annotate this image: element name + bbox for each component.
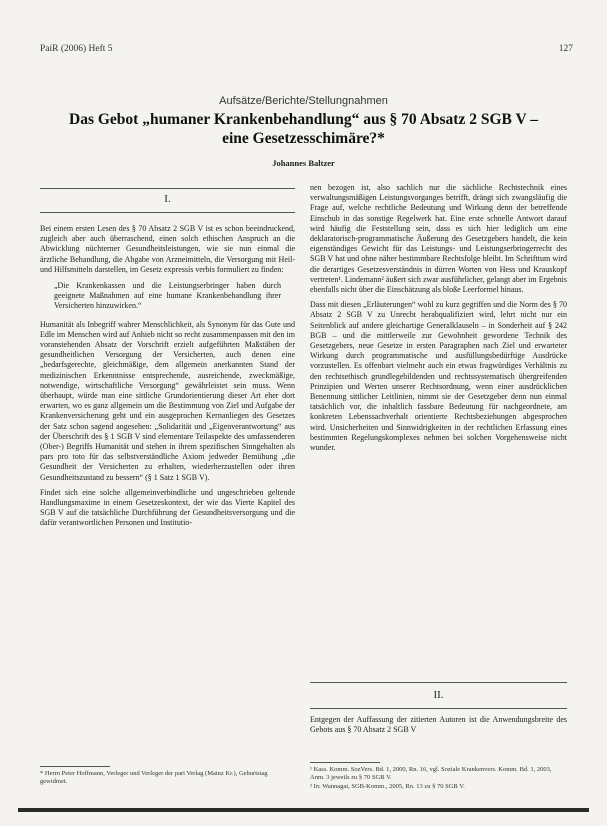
paragraph: Entgegen der Auffassung der zitierten Autoren ist die Anwendungsbreite des Gebots aus § 70 Absatz 2 SGB V — [310, 715, 567, 735]
footnote-rule — [40, 766, 110, 767]
page-number: 127 — [558, 44, 573, 54]
section-label: Aufsätze/Berichte/Stellungnahmen — [219, 95, 388, 107]
left-column — [40, 224, 295, 534]
section-rule — [40, 188, 295, 189]
footnote-left — [40, 770, 295, 787]
footnote-text: * Herrn Peter Hoffmann, Verleger und Verleger der pari Verlag (Mainz Kr.), Geburtstag gewidmet. — [40, 770, 268, 785]
journal-header: PaiR (2006) Heft 5 — [40, 44, 113, 54]
footnote-text: ¹ Kass. Komm. SozVers. Bd. 1, 2000, Rn. 16, vgl. Soziale Krankenvers. Komm. Bd. 1, 2003, Anm. 3 jeweils zu § 70 SGB V. — [310, 766, 552, 781]
footnote-rule — [310, 762, 380, 763]
article-title — [20, 110, 587, 148]
section-rule — [40, 212, 295, 213]
paragraph: Bei einem ersten Lesen des § 70 Absatz 2 SGB V ist es schon beeindruckend, zugleich aber auch überraschend, einen solch ethischen Anspruch an die Abwicklung nüchterner Gesundheitsleistungen, wie sie nun einmal die ärztliche Behandlung, die Abgabe von Arzneimitteln, die Versorgung mit Heil- und Hilfsmitteln darstellen, im Gesetz expressis verbis formuliert zu finden: — [40, 224, 295, 274]
section-rule — [310, 708, 567, 709]
article-author: Johannes Baltzer — [272, 158, 335, 168]
footnote-text: ² In: Wannagat, SGB-Komm., 2005, Rn. 13 zu § 70 SGB V. — [310, 783, 465, 790]
scan-edge-bar — [18, 808, 589, 812]
footnote-right — [310, 766, 567, 792]
section-number-1: I. — [164, 193, 171, 205]
paragraph: nen bezogen ist, also sachlich nur die sächliche Rechtstechnik eines verwaltungsmäßigen Leistungsvorganges betrifft, drängt sich zwangsläufig die Frage auf, welche rechtliche Bedeutung und Wirkung denn der betreffende Einschub in das sonstige Regelwerk hat. Eine erste schnelle Antwort darauf wird häufig die Feststellung sein, dass es sich hier lediglich um eine deklaratorisch-programmatische Äußerung des Gesetzgebers handelt, die kein eigenständiges Gewicht für das Leistungs- und Leistungserbringerrecht des SGB V hat und ohne näher bestimmbare Rechtsfolge bleibt. Im Schrifttum wird die derartiges Gesetzesverständnis in dürren Worten von Hess und Krauskopf vertreten¹. Lindemann² äußert sich zwar ausführlicher, gelangt aber im Ergebnis ebenfalls nicht über die Einschätzung als bloße Leerformel hinaus. — [310, 183, 567, 295]
paragraph: Dass mit diesen „Erläuterungen“ wohl zu kurz gegriffen und die Norm des § 70 Absatz 2 SGB V zu Unrecht herabqualifiziert wird, lehrt nicht nur ein Seitenblick auf andere gleichartige Generalklauseln – in Sonderheit auf § 242 BGB – und die mittlerweile zur Gewohnheit gewordene Technik des Gesetzgebers, neue Gesetze in ersten Paragraphen nach Ziel und erwarteter Wirkung durch programmatische und ausfüllungsbedürftige Ausdrücke vorzustellen. Es offenbart vielmehr auch ein etwas fragwürdiges Verhältnis zu den rechtsethisch grundlegebildenden und rechtssystematisch übergreifenden Prinzipien und Werten unserer Rechtsordnung, wenn einer ausdrücklichen Benennung sittlicher Leitlinien, nimmt sie der Gesetzgeber denn nun einmal tatsächlich vor, die inhaltlich fassbare Bedeutung für nachgeordnete, am konkreten Lebenssachverhalt orientierte Rechtsbeziehungen abgesprochen wird. Unsicherheiten und Sinnwidrigkeiten in der rechtlichen Erfassung eines bestimmten Regelungskomplexes nehmen bei solchen Vorgehensweise nicht wunder. — [310, 300, 567, 453]
block-quote: „Die Krankenkassen und die Leistungserbringer haben durch geeignete Maßnahmen auf eine humane Krankenbehandlung ihrer Versicherten hinzuwirken.“ — [54, 281, 281, 311]
right-column — [310, 183, 567, 458]
right-column-continued — [310, 715, 567, 740]
title-line-1: Das Gebot „humaner Krankenbehandlung“ aus § 70 Absatz 2 SGB V – — [69, 111, 538, 128]
title-line-2: eine Gesetzesschimäre?* — [222, 130, 385, 147]
paragraph: Humanität als Inbegriff wahrer Menschlichkeit, als Synonym für das Gute und Edle im Menschen wird auf Anhieb nicht so recht zusammenpassen mit den im voranstehenden Absatz der Vorschrift erzielt aufgeführten Maßstäben der gesundheitlichen Versorgung der Versicherten, auch denen eine „bedarfsgerechte, gleichmäßige, dem allgemein anerkannten Stand der medizinischen Erkenntnisse entsprechende, ausreichende, zweckmäßige, notwendige, wirtschaftliche Versorgung“ gewährleistet sein muss. Wenn überhaupt, würde man eine sittliche Grundorientierung dieser Art eher dort erwarten, wo es ganz allgemein um die Bestimmung von Ziel und Aufgabe der Krankenversicherung geht und ein ausgeprochen Kernanliegen des Gesetzes der Satz schon sagend angesehen: „Solidarität und „Eigenverantwortung“ aus der Überschrift des § 1 SGB V sind elementare Teilaspekte des umfassenderen (Ober-) Begriffs Humanität und stehen in ihrem spezifischen Sinngehalten als pars pro toto für das selbstverständliche Axiom jedweder Bemühung „die Gesundheit der Versicherten zu erhalten, wiederherzustellen oder ihren Gesundheitszustand zu bessern“ (§ 1 Satz 1 SGB V). — [40, 319, 295, 482]
paragraph: Findet sich eine solche allgemeinverbindliche und ungeschrieben geltende Handlungsmaxime in einem Gesetzeskontext, der wie das Vierte Kapitel des SGB V auf die tatsächliche Durchführung der Gesundheitsversorgung und die dafür verantwortlichen Personen und Institutio- — [40, 487, 295, 528]
section-rule — [310, 682, 567, 683]
section-number-2: II. — [433, 689, 444, 701]
